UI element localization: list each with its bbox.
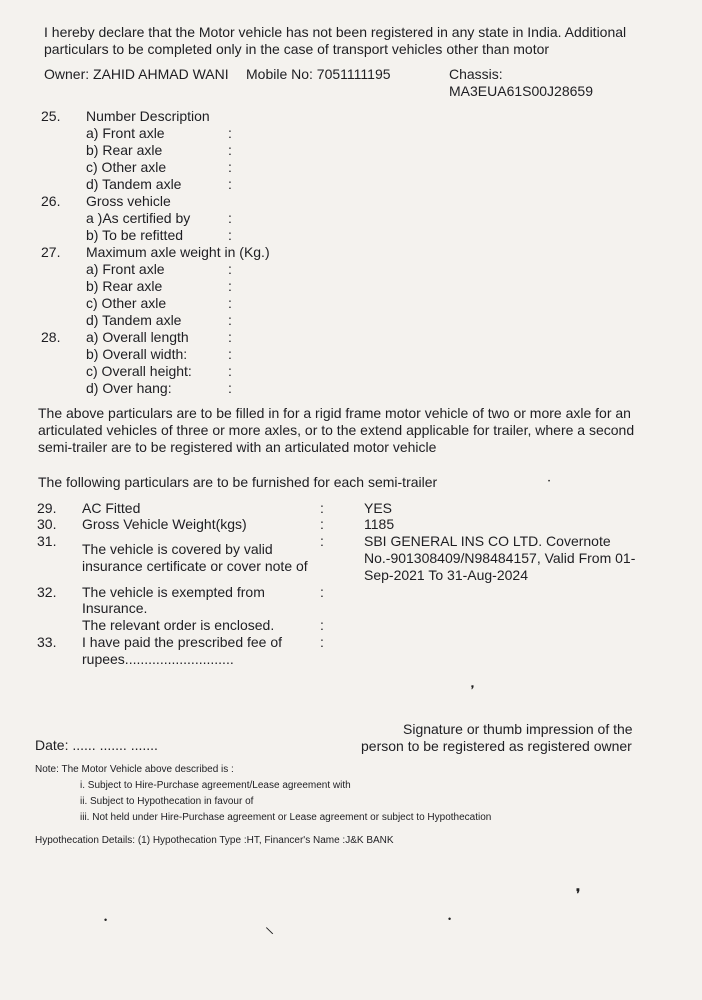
note-item-i: i. Subject to Hire-Purchase agreement/Lease agreement with	[80, 780, 351, 791]
item-32-number: 32.	[37, 584, 57, 600]
scan-mark: \	[264, 924, 275, 938]
hypothecation-details: Hypothecation Details: (1) Hypothecation Type :HT, Financer's Name :J&K BANK	[35, 835, 394, 846]
item-30-label: Gross Vehicle Weight(kgs)	[82, 516, 247, 532]
item-25-tandem-axle: d) Tandem axle	[86, 176, 182, 192]
particulars-line-3: semi-trailer are to be registered with an articulated motor vehicle	[38, 439, 437, 455]
item-29-number: 29.	[37, 500, 57, 516]
item-26-number: 26.	[41, 193, 61, 209]
item-28-b-colon: :	[228, 346, 232, 362]
item-31-number: 31.	[37, 533, 57, 549]
item-28-overall-length: a) Overall length	[86, 329, 189, 345]
semi-trailer-heading: The following particulars are to be furnished for each semi-trailer	[38, 474, 438, 490]
item-32-colon: :	[320, 584, 324, 600]
item-32-label-line-2: Insurance.	[82, 600, 148, 616]
scan-mark: ❜	[468, 682, 476, 698]
item-28-c-colon: :	[228, 363, 232, 379]
item-26-b-colon: :	[228, 227, 232, 243]
scan-mark: •	[104, 915, 108, 925]
item-32-label-line-1: The vehicle is exempted from	[82, 584, 265, 600]
chassis-label: Chassis:	[449, 66, 503, 82]
item-29-value: YES	[364, 500, 393, 516]
item-28-d-colon: :	[228, 380, 232, 396]
scan-mark: •	[548, 479, 551, 485]
item-30-colon: :	[320, 516, 324, 532]
item-28-overall-height: c) Overall height:	[86, 363, 192, 379]
item-32-label-line-3: The relevant order is enclosed.	[82, 617, 275, 633]
scan-mark: ❜	[576, 886, 581, 901]
item-25-number: 25.	[41, 108, 61, 124]
item-25-d-colon: :	[228, 176, 232, 192]
item-31-value-line-3: Sep-2021 To 31-Aug-2024	[364, 567, 528, 583]
item-25-b-colon: :	[228, 142, 232, 158]
item-33-label-line-2: rupees............................	[82, 651, 234, 667]
declaration-line-1: I hereby declare that the Motor vehicle has not been registered in any state in India. Additional	[44, 24, 627, 40]
item-27-tandem-axle: d) Tandem axle	[86, 312, 182, 328]
item-28-number: 28.	[41, 329, 61, 345]
note-item-iii: iii. Not held under Hire-Purchase agreement or Lease agreement or subject to Hypothecation	[80, 812, 492, 823]
item-31-label-line-1: The vehicle is covered by valid	[82, 541, 273, 557]
particulars-line-2: articulated vehicles of three or more axles, or to the extend applicable for trailer, where a second	[38, 422, 635, 438]
item-25-c-colon: :	[228, 159, 232, 175]
item-27-rear-axle: b) Rear axle	[86, 278, 163, 294]
item-33-label-line-1: I have paid the prescribed fee of	[82, 634, 283, 650]
item-31-label-line-2: insurance certificate or cover note of	[82, 558, 308, 574]
item-26-refitted: b) To be refitted	[86, 227, 184, 243]
item-25-front-axle: a) Front axle	[86, 125, 165, 141]
item-27-a-colon: :	[228, 261, 232, 277]
mobile-number: Mobile No: 7051111195	[246, 66, 391, 82]
item-27-d-colon: :	[228, 312, 232, 328]
note-item-ii: ii. Subject to Hypothecation in favour of	[80, 796, 254, 807]
item-28-a-colon: :	[228, 329, 232, 345]
item-25-a-colon: :	[228, 125, 232, 141]
item-33-number: 33.	[37, 634, 57, 650]
signature-line-2: person to be registered as registered owner	[361, 738, 632, 754]
item-27-front-axle: a) Front axle	[86, 261, 165, 277]
item-30-value: 1185	[364, 516, 395, 532]
item-29-label: AC Fitted	[82, 500, 141, 516]
scan-mark: •	[448, 914, 452, 924]
item-27-other-axle: c) Other axle	[86, 295, 167, 311]
item-27-title: Maximum axle weight in (Kg.)	[86, 244, 270, 260]
item-31-value-line-2: No.-901308409/N98484157, Valid From 01-	[364, 550, 636, 566]
item-25-other-axle: c) Other axle	[86, 159, 167, 175]
item-29-colon: :	[320, 500, 324, 516]
signature-line-1: Signature or thumb impression of the	[403, 721, 633, 737]
item-25-title: Number Description	[86, 108, 210, 124]
note-heading: Note: The Motor Vehicle above described is :	[35, 764, 234, 775]
item-26-a-colon: :	[228, 210, 232, 226]
item-31-colon: :	[320, 533, 324, 549]
item-30-number: 30.	[37, 516, 57, 532]
item-31-value-line-1: SBI GENERAL INS CO LTD. Covernote	[364, 533, 611, 549]
item-33-colon: :	[320, 634, 324, 650]
item-32-colon-2: :	[320, 617, 324, 633]
item-26-certified: a )As certified by	[86, 210, 191, 226]
owner-name: Owner: ZAHID AHMAD WANI	[44, 66, 229, 82]
chassis-value: MA3EUA61S00J28659	[449, 83, 593, 99]
declaration-line-2: particulars to be completed only in the case of transport vehicles other than motor	[44, 41, 550, 57]
item-26-title: Gross vehicle	[86, 193, 171, 209]
item-27-number: 27.	[41, 244, 61, 260]
item-28-overall-width: b) Overall width:	[86, 346, 188, 362]
item-27-b-colon: :	[228, 278, 232, 294]
particulars-line-1: The above particulars are to be filled in for a rigid frame motor vehicle of two or more axle for an	[38, 405, 631, 421]
item-28-over-hang: d) Over hang:	[86, 380, 172, 396]
date-field: Date: ...... ....... .......	[35, 737, 158, 753]
item-27-c-colon: :	[228, 295, 232, 311]
item-25-rear-axle: b) Rear axle	[86, 142, 163, 158]
